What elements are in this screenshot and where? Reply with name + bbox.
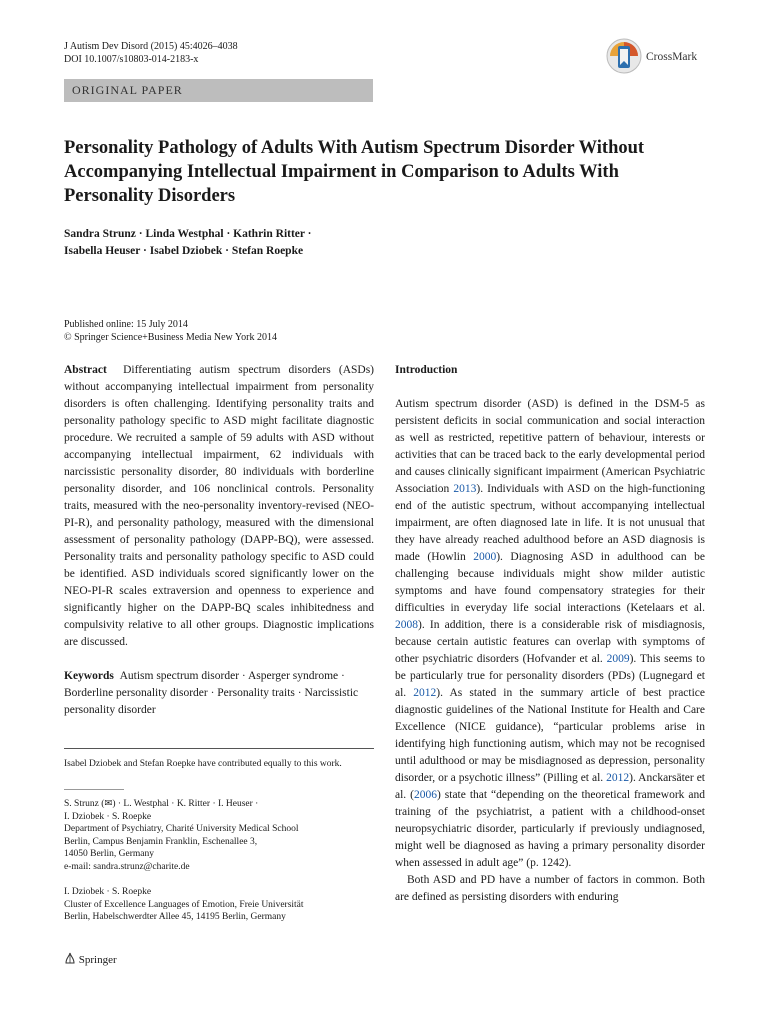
citation-link[interactable]: 2012 — [413, 687, 437, 699]
introduction-text-segment: ). Diagnosing ASD in adulthood can be challenging because individuals might show milder autistic symptoms and have found compensatory strategies for their difficulties in everyday life social interactions (Ketelaars et al. — [395, 551, 706, 614]
affiliation-2-address: Berlin, Habelschwerdter Allee 45, 14195 Berlin, Germany — [64, 912, 286, 922]
citation-link[interactable]: 2009 — [606, 653, 630, 665]
affiliation-1-address: Berlin, Campus Benjamin Franklin, Eschenallee 3, — [64, 836, 258, 847]
affiliation-2-institution: Cluster of Excellence Languages of Emotion, Freie Universität — [64, 899, 304, 910]
crossmark-label[interactable]: CrossMark — [646, 51, 698, 63]
copyright-line: © Springer Science+Business Media New York 2014 — [64, 332, 277, 343]
introduction-text-segment: ). Individuals with ASD on the high-functioning end of the autistic spectrum, without accompanying intellectual impairment, are often diagnosed late in life. It is not unusual that they have already reached adulthood before an ASD diagnosis is made (Howlin — [395, 483, 705, 563]
springer-logo-icon — [64, 952, 76, 964]
publisher-name: Springer — [78, 954, 117, 966]
author-line-2: Isabella Heuser · Isabel Dziobek · Stefan Roepke — [64, 245, 304, 257]
introduction-text-segment: Autism spectrum disorder (ASD) is defined in the DSM-5 as persistent deficits in social communication and social interaction as well as restricted, repetitive pattern of behaviour, interests or activities that can be traced back to the early developmental period and causes clinically significant impairment (American Psychiatric Association — [395, 398, 705, 495]
affiliation-1-city: 14050 Berlin, Germany — [64, 849, 154, 859]
article-type-banner — [64, 79, 373, 102]
citation-link[interactable]: 2013 — [453, 483, 477, 495]
citation-link[interactable]: 2000 — [473, 551, 497, 563]
abstract-heading: Abstract — [64, 364, 107, 376]
publication-info — [64, 318, 277, 344]
citation-link[interactable]: 2012 — [606, 772, 630, 784]
journal-line: J Autism Dev Disord (2015) 45:4026–4038 — [64, 41, 238, 52]
published-online: Published online: 15 July 2014 — [64, 319, 188, 330]
abstract — [64, 362, 374, 651]
article-title: Personality Pathology of Adults With Autism Spectrum Disorder Without Accompanying Intellectual Impairment in Comparison to Adults With Personality Disorders — [64, 138, 645, 206]
keywords-heading: Keywords — [64, 670, 114, 682]
introduction-paragraph-2: Both ASD and PD have a number of factors in common. Both are defined as persisting disorders with enduring — [395, 874, 705, 903]
affiliation-1-authors-a: S. Strunz (✉) · L. Westphal · K. Ritter · I. Heuser · — [64, 799, 259, 809]
keywords-text: Autism spectrum disorder · Asperger syndrome · Borderline personality disorder · Personality traits · Narcissistic personality disorder — [64, 670, 359, 716]
author-line-1: Sandra Strunz · Linda Westphal · Kathrin Ritter · — [64, 228, 312, 240]
introduction-text-segment: ). In addition, there is a considerable risk of misdiagnosis, because certain autistic features can overlap with symptoms of other psychiatric disorders (Hofvander et al. — [395, 619, 705, 665]
footnote-divider — [64, 748, 374, 749]
introduction-text-segment: ) state that “depending on the theoretical framework and training of the psychiatrist, a patient with a childhood-onset neuropsychiatric disorder, particularly if previously undiagnosed, might well be diagnosed as having a primary personality disorder when assessed in adult age” (p. 1242). — [395, 789, 705, 869]
introduction-text-segment: ). As stated in the summary article of best practice diagnostic guidelines of the National Institute for Health and Care Excellence (NICE guidance), “particular problems arise in identifying high functioning autism, which may not be recognised until adulthood or may be misdiagnosed as depression, personality disorder, or a psychotic illness” (Pilling et al. — [395, 687, 705, 784]
affiliation-1-authors-b: I. Dziobek · S. Roepke — [64, 811, 152, 822]
doi-line[interactable]: DOI 10.1007/s10803-014-2183-x — [64, 54, 199, 65]
footnote-short-divider — [64, 789, 124, 790]
journal-citation — [64, 40, 238, 66]
author-list — [64, 226, 664, 260]
keywords — [64, 668, 374, 719]
introduction-text-segment: ). This seems to be particularly true for personality disorders (PDs) (Lugnegard et al. — [395, 653, 705, 699]
abstract-text: Differentiating autism spectrum disorders (ASDs) without accompanying intellectual impairment from personality disorders is often challenging. Identifying personality traits and personality pathology specific to ASD might facilitate diagnostic procedure. We recruited a sample of 59 adults with ASD without accompanying intellectual impairment, 62 individuals with narcissistic personality disorder, 80 individuals with borderline personality disorder, and 106 nonclinical controls. Personality traits, measured with the neo-personality inventory-revised (NEO-PI-R), and personality pathology, measured with the dimensional assessment of personality pathology (DAPP-BQ), were assessed. Personality traits and personality pathology specific to ASD could be identified. ASD individuals scored significantly lower on the NEO-PI-R scales extraversion and openness to experience and significantly higher on the DAPP-BQ scales inhibitedness and compulsivity relative to all other groups. Diagnostic implications are discussed. — [64, 364, 375, 648]
introduction-heading: Introduction — [395, 364, 458, 376]
affiliation-1-dept: Department of Psychiatry, Charité University Medical School — [64, 824, 299, 834]
crossmark-icon[interactable] — [606, 38, 642, 74]
contribution-note: Isabel Dziobek and Stefan Roepke have contributed equally to this work. — [64, 759, 342, 769]
affiliation-2-authors: I. Dziobek · S. Roepke — [64, 887, 152, 897]
citation-link[interactable]: 2006 — [413, 789, 437, 801]
right-column — [395, 362, 705, 906]
article-type-label: ORIGINAL PAPER — [72, 83, 183, 97]
affiliation-1 — [64, 798, 374, 873]
left-column — [64, 362, 374, 719]
page-footer — [64, 952, 117, 966]
affiliation-1-email[interactable]: e-mail: sandra.strunz@charite.de — [64, 861, 190, 872]
citation-link[interactable]: 2008 — [395, 619, 418, 631]
introduction-paragraph-1 — [395, 396, 705, 872]
introduction-text-segment: ). Anckarsäter et al. ( — [395, 772, 705, 801]
affiliation-2 — [64, 886, 374, 924]
